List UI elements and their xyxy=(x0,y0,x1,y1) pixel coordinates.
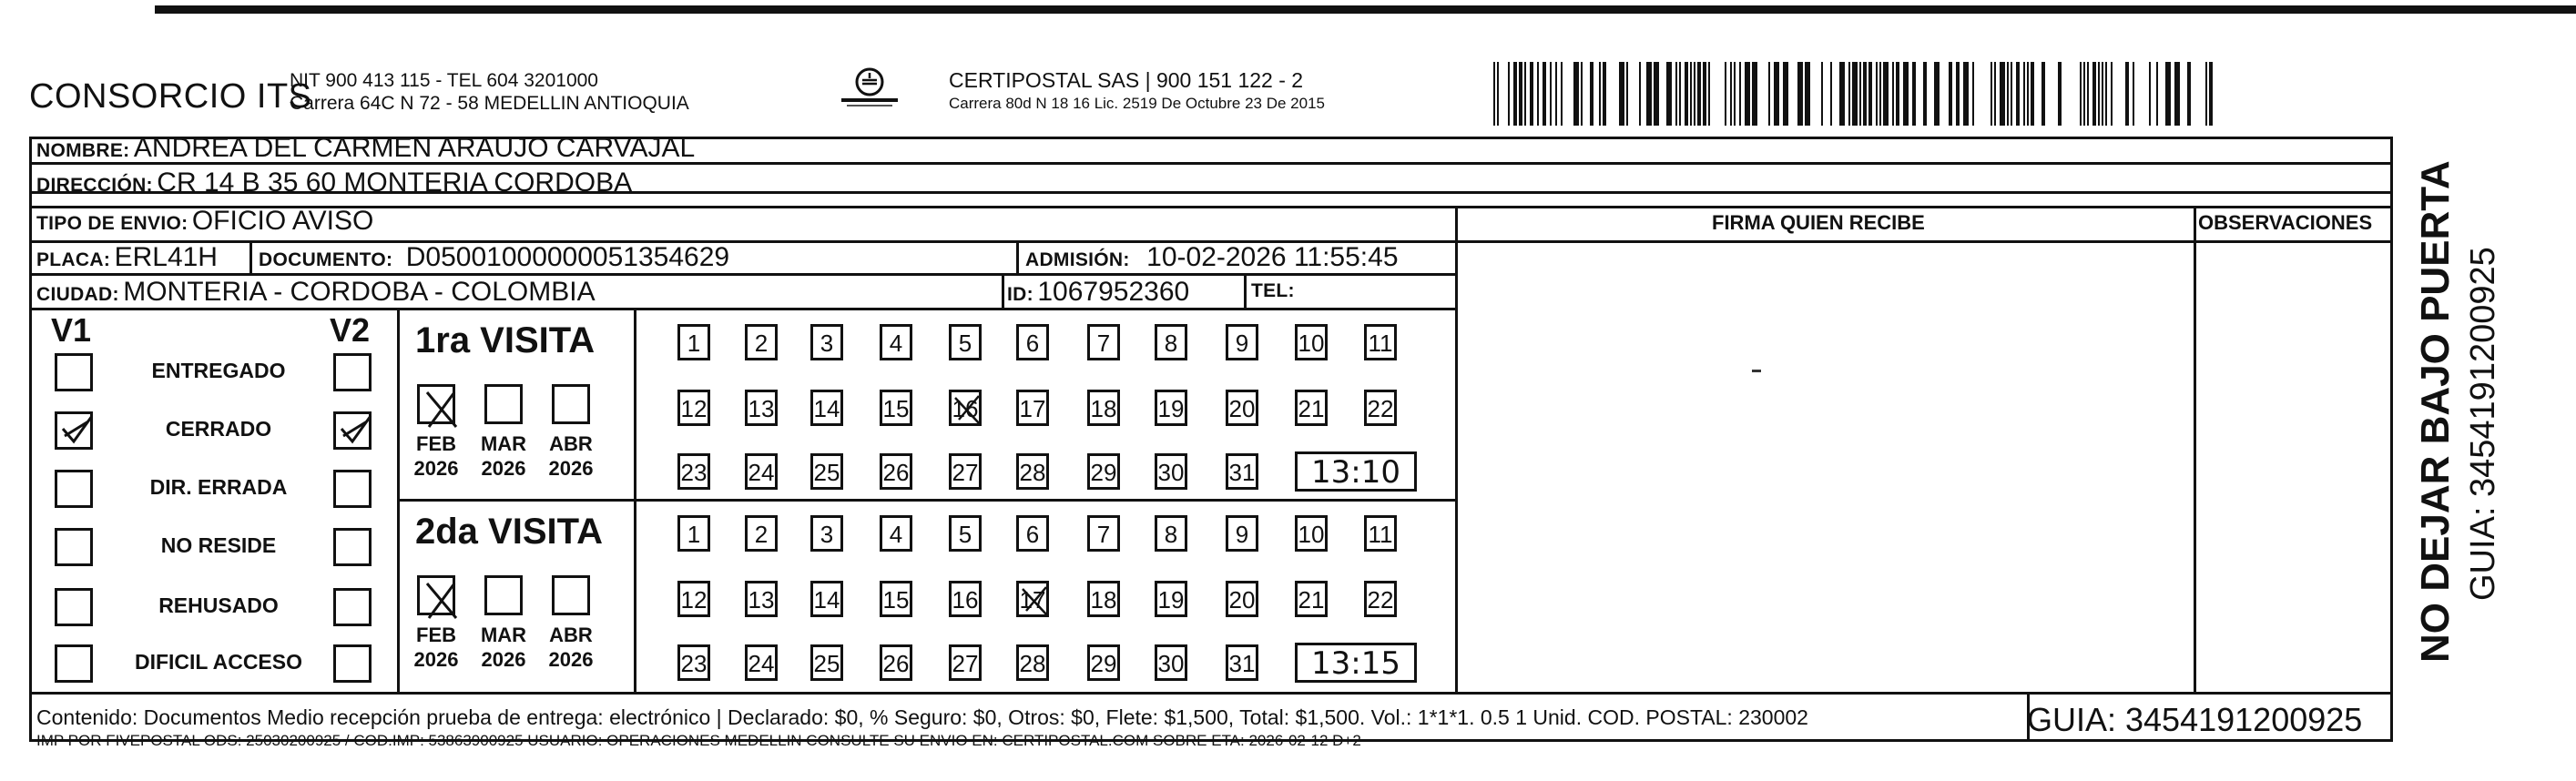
day-box[interactable]: 13 xyxy=(745,581,778,617)
day-box[interactable]: 19 xyxy=(1155,581,1187,617)
day-box[interactable]: 12 xyxy=(677,581,710,617)
v1-checkbox[interactable] xyxy=(55,411,93,450)
status-label: REHUSADO xyxy=(158,593,279,617)
day-box[interactable]: 21 xyxy=(1295,581,1328,617)
nombre-label: NOMBRE: xyxy=(36,140,130,161)
day-box[interactable]: 16 xyxy=(949,581,982,617)
day-box[interactable]: 24 xyxy=(745,453,778,490)
rule xyxy=(1016,240,1019,275)
month-checkbox[interactable] xyxy=(417,384,455,424)
day-box[interactable]: 9 xyxy=(1226,324,1258,360)
day-box[interactable]: 10 xyxy=(1295,515,1328,552)
day-box[interactable]: 26 xyxy=(880,644,912,681)
day-box[interactable]: 2 xyxy=(745,324,778,360)
month-year: 2026 xyxy=(481,648,526,671)
month-checkbox[interactable] xyxy=(417,575,455,615)
v1-checkbox[interactable] xyxy=(55,528,93,566)
ciudad-label: CIUDAD: xyxy=(36,284,119,305)
v2-checkbox[interactable] xyxy=(333,411,372,450)
v2-checkbox[interactable] xyxy=(333,644,372,683)
direccion-value: CR 14 B 35 60 MONTERIA CORDOBA xyxy=(157,167,633,198)
month-label xyxy=(404,623,468,672)
v2-checkbox[interactable] xyxy=(333,588,372,626)
month-year: 2026 xyxy=(548,648,594,671)
month-label xyxy=(472,431,535,481)
day-box[interactable]: 17 xyxy=(1016,581,1049,617)
day-box[interactable]: 15 xyxy=(880,581,912,617)
v1-checkbox[interactable] xyxy=(55,588,93,626)
placa-label: PLACA: xyxy=(36,249,111,270)
month-name: ABR xyxy=(549,432,593,455)
barcode xyxy=(1493,62,2222,126)
visit-time[interactable]: 13:15 xyxy=(1295,643,1417,683)
month-name: ABR xyxy=(549,624,593,646)
ciudad-field xyxy=(36,277,596,308)
month-checkbox[interactable] xyxy=(552,384,590,424)
day-box[interactable]: 6 xyxy=(1016,515,1049,552)
month-label xyxy=(539,431,603,481)
rule xyxy=(29,206,2393,208)
admision-value: 10-02-2026 11:55:45 xyxy=(1146,242,1399,272)
rule xyxy=(1002,273,1004,308)
day-box[interactable]: 29 xyxy=(1087,453,1120,490)
visit-title: 1ra VISITA xyxy=(415,320,596,360)
day-box[interactable]: 24 xyxy=(745,644,778,681)
day-box[interactable]: 23 xyxy=(677,644,710,681)
id-field xyxy=(1007,277,1189,308)
day-box[interactable]: 17 xyxy=(1016,390,1049,426)
admision-label: ADMISIÓN: xyxy=(1025,249,1130,270)
month-label xyxy=(539,623,603,672)
month-year: 2026 xyxy=(548,457,594,480)
day-box[interactable]: 7 xyxy=(1087,324,1120,360)
day-box[interactable]: 16 xyxy=(949,390,982,426)
day-box[interactable]: 11 xyxy=(1364,324,1397,360)
month-name: FEB xyxy=(416,624,456,646)
day-box[interactable]: 21 xyxy=(1295,390,1328,426)
no-dejar-bajo-puerta: NO DEJAR BAJO PUERTA xyxy=(2413,160,2458,663)
day-box[interactable]: 14 xyxy=(810,390,843,426)
day-box[interactable]: 12 xyxy=(677,390,710,426)
day-box[interactable]: 26 xyxy=(880,453,912,490)
month-name: MAR xyxy=(480,624,527,646)
day-box[interactable]: 25 xyxy=(810,453,843,490)
day-box[interactable]: 20 xyxy=(1226,390,1258,426)
side-guia: GUIA: 3454191200925 xyxy=(2464,247,2502,601)
day-box[interactable]: 3 xyxy=(810,324,843,360)
rule xyxy=(29,692,2393,695)
day-box[interactable]: 10 xyxy=(1295,324,1328,360)
day-box[interactable]: 22 xyxy=(1364,390,1397,426)
tel-field xyxy=(1251,280,1295,302)
form-frame xyxy=(29,137,2393,742)
v1-checkbox[interactable] xyxy=(55,644,93,683)
status-label: CERRADO xyxy=(165,417,272,441)
company-info xyxy=(290,69,689,115)
day-box[interactable]: 27 xyxy=(949,453,982,490)
certipostal-name: CERTIPOSTAL SAS | 900 151 122 - 2 xyxy=(949,68,1304,92)
certipostal-address: Carrera 80d N 18 16 Lic. 2519 De Octubre 23 De 2015 xyxy=(949,95,1325,112)
id-label: ID: xyxy=(1007,284,1033,305)
day-box[interactable]: 20 xyxy=(1226,581,1258,617)
day-box[interactable]: 27 xyxy=(949,644,982,681)
day-box[interactable]: 22 xyxy=(1364,581,1397,617)
day-box[interactable]: 11 xyxy=(1364,515,1397,552)
day-box[interactable]: 1 xyxy=(677,515,710,552)
month-year: 2026 xyxy=(413,457,459,480)
day-box[interactable]: 31 xyxy=(1226,644,1258,681)
documento-value: D05001000000051354629 xyxy=(405,242,730,272)
day-box[interactable]: 25 xyxy=(810,644,843,681)
month-name: MAR xyxy=(480,432,527,455)
day-box[interactable]: 2 xyxy=(745,515,778,552)
certipostal-logo xyxy=(838,64,901,118)
day-box[interactable]: 7 xyxy=(1087,515,1120,552)
day-box[interactable]: 28 xyxy=(1016,453,1049,490)
tipo-envio-value: OFICIO AVISO xyxy=(191,206,374,236)
day-box[interactable]: 18 xyxy=(1087,581,1120,617)
day-box[interactable]: 8 xyxy=(1155,515,1187,552)
guia-number: GUIA: 3454191200925 xyxy=(2027,701,2363,738)
month-checkbox[interactable] xyxy=(484,384,523,424)
day-cross-mark xyxy=(952,392,984,437)
rule xyxy=(1455,206,1458,694)
month-name: FEB xyxy=(416,432,456,455)
v1-header: V1 xyxy=(51,311,92,349)
day-box[interactable]: 18 xyxy=(1087,390,1120,426)
observaciones-label: OBSERVACIONES xyxy=(2198,211,2373,234)
month-label xyxy=(404,431,468,481)
month-year: 2026 xyxy=(413,648,459,671)
documento-field xyxy=(259,242,729,273)
rule xyxy=(29,308,1457,310)
day-box[interactable]: 29 xyxy=(1087,644,1120,681)
firma-label: FIRMA QUIEN RECIBE xyxy=(1712,211,1925,234)
day-box[interactable]: 31 xyxy=(1226,453,1258,490)
footer-contents: Contenido: Documentos Medio recepción prueba de entrega: electrónico | Declarado: $0, % Seguro: $0, Otros: $0, Flete: $1,500, Total: $1,500. Vol.: 1*1*1. 0.5 1 Unid. COD. POSTAL: 230002 xyxy=(36,705,1808,729)
day-box[interactable]: 14 xyxy=(810,581,843,617)
day-box[interactable]: 4 xyxy=(880,324,912,360)
rule xyxy=(397,308,400,694)
rule xyxy=(1244,273,1247,308)
day-box[interactable]: 13 xyxy=(745,390,778,426)
rule xyxy=(2194,206,2196,694)
stray-mark xyxy=(1752,370,1761,372)
documento-label: DOCUMENTO: xyxy=(259,249,393,270)
day-box[interactable]: 5 xyxy=(949,515,982,552)
day-box[interactable]: 23 xyxy=(677,453,710,490)
status-label: DIR. ERRADA xyxy=(149,475,288,499)
status-label: ENTREGADO xyxy=(151,359,286,382)
rule xyxy=(634,308,636,694)
tel-label: TEL: xyxy=(1251,280,1295,301)
direccion-field xyxy=(36,167,632,198)
admision-field xyxy=(1025,242,1399,273)
month-checkbox[interactable] xyxy=(552,575,590,615)
id-value: 1067952360 xyxy=(1037,277,1190,307)
month-year: 2026 xyxy=(481,457,526,480)
nombre-value: ANDREA DEL CARMEN ARAUJO CARVAJAL xyxy=(133,133,696,163)
day-box[interactable]: 30 xyxy=(1155,644,1187,681)
brand-name: CONSORCIO ITS xyxy=(29,77,312,116)
month-label xyxy=(472,623,535,672)
v1-checkbox[interactable] xyxy=(55,470,93,508)
tipo-envio-field xyxy=(36,206,373,237)
status-label: DIFICIL ACCESO xyxy=(134,650,302,674)
nit-line: NIT 900 413 115 - TEL 604 3201000 xyxy=(290,70,598,91)
day-box[interactable]: 1 xyxy=(677,324,710,360)
day-box[interactable]: 8 xyxy=(1155,324,1187,360)
day-cross-mark xyxy=(1019,583,1052,628)
placa-field xyxy=(36,242,218,273)
visit-time[interactable]: 13:10 xyxy=(1295,451,1417,492)
placa-value: ERL41H xyxy=(114,242,218,272)
v1-checkbox[interactable] xyxy=(55,353,93,391)
day-box[interactable]: 5 xyxy=(949,324,982,360)
certipostal-info xyxy=(949,69,1325,115)
day-box[interactable]: 28 xyxy=(1016,644,1049,681)
day-box[interactable]: 15 xyxy=(880,390,912,426)
day-box[interactable]: 19 xyxy=(1155,390,1187,426)
rule xyxy=(249,240,252,275)
day-box[interactable]: 6 xyxy=(1016,324,1049,360)
v2-checkbox[interactable] xyxy=(333,528,372,566)
day-box[interactable]: 9 xyxy=(1226,515,1258,552)
footer-print-info: IMP POR FIVEPOSTAL ODS: 25030200925 / COD.IMP: 53863900925 USUARIO: OPERACIONES MEDELLIN CONSULTE SU ENVIO EN: CERTIPOSTAL.COM SOBRE ETA: 2026-02-12 D+2 xyxy=(36,732,1361,749)
ciudad-value: MONTERIA - CORDOBA - COLOMBIA xyxy=(123,277,596,307)
v2-checkbox[interactable] xyxy=(333,470,372,508)
nombre-field xyxy=(36,133,695,164)
v2-checkbox[interactable] xyxy=(333,353,372,391)
rule xyxy=(29,273,1457,276)
direccion-label: DIRECCIÓN: xyxy=(36,175,153,196)
status-label: NO RESIDE xyxy=(160,533,277,557)
v2-header: V2 xyxy=(330,311,371,349)
top-rule xyxy=(0,0,2576,20)
month-checkbox[interactable] xyxy=(484,575,523,615)
day-box[interactable]: 3 xyxy=(810,515,843,552)
tipo-envio-label: TIPO DE ENVIO: xyxy=(36,213,188,234)
rule xyxy=(397,499,1457,502)
visit-title: 2da VISITA xyxy=(415,512,603,552)
address-line: Carrera 64C N 72 - 58 MEDELLIN ANTIOQUIA xyxy=(290,93,689,114)
day-box[interactable]: 30 xyxy=(1155,453,1187,490)
day-box[interactable]: 4 xyxy=(880,515,912,552)
